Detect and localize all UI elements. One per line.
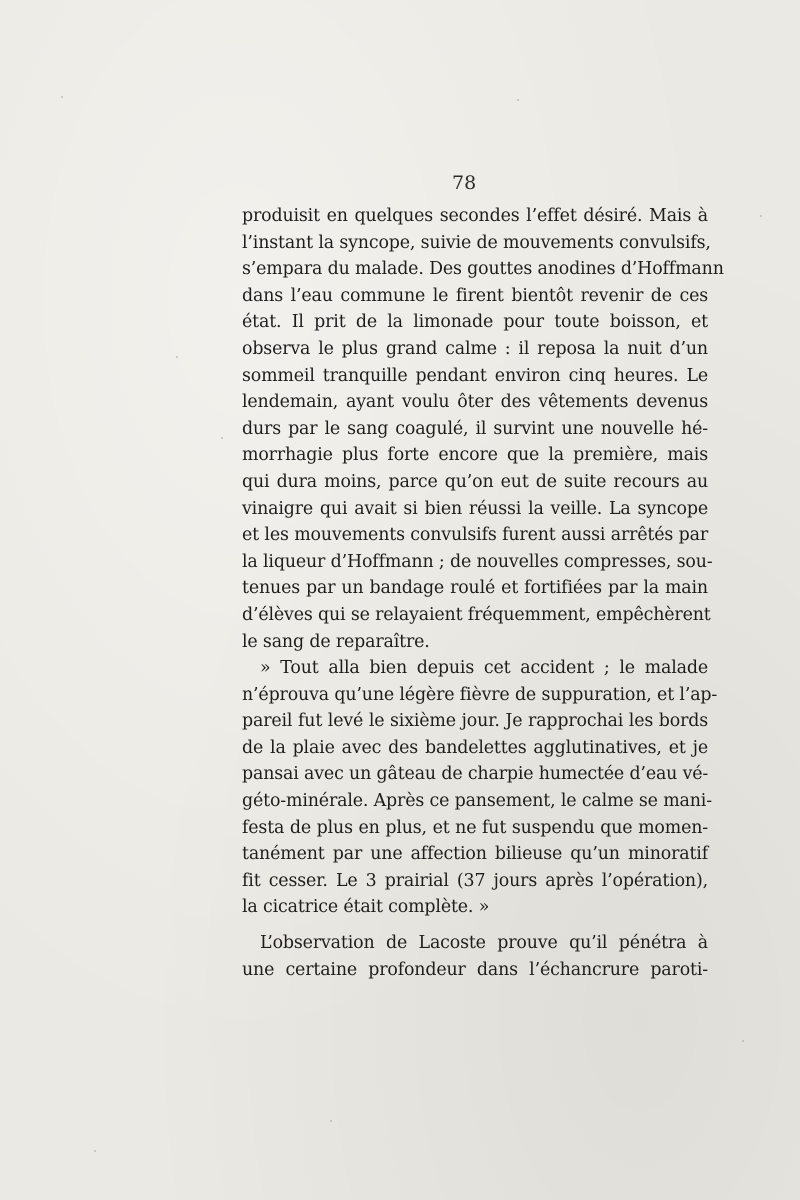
text-line: durs par le sang coagulé, il survint une nouvelle hé- xyxy=(242,418,708,439)
text-line: pansai avec un gâteau de charpie humectée d’eau vé- xyxy=(242,764,709,785)
paragraph xyxy=(242,203,724,655)
text-line: observa le plus grand calme : il reposa la nuit d’un xyxy=(242,338,708,359)
paper-speck xyxy=(94,1150,96,1152)
text-line: fit cesser. Le 3 prairial (37 jours après l’opération), xyxy=(242,870,708,891)
text-line: lendemain, ayant voulu ôter des vêtements devenus xyxy=(242,392,708,413)
text-line: pareil fut levé le sixième jour. Je rapprochai les bords xyxy=(242,711,708,732)
text-line: s’empara du malade. Des gouttes anodines d’Hoffmann xyxy=(242,259,724,280)
text-line: dans l’eau commune le firent bientôt revenir de ces xyxy=(242,285,708,306)
text-line: tanément par une affection bilieuse qu’un minoratif xyxy=(242,844,708,865)
paragraph xyxy=(242,655,718,921)
text-line: l’instant la syncope, suivie de mouvements convulsifs, xyxy=(242,232,711,253)
text-line: qui dura moins, parce qu’on eut de suite recours au xyxy=(242,471,708,492)
text-line: tenues par un bandage roulé et fortifiées par la main xyxy=(242,578,708,599)
text-line: le sang de reparaître. xyxy=(242,631,430,652)
text-line: une certaine profondeur dans l’échancrure paroti- xyxy=(242,959,708,980)
paper-speck xyxy=(760,215,762,217)
paper-speck xyxy=(221,437,223,439)
text-line: festa de plus en plus, et ne fut suspendu que momen- xyxy=(242,817,708,838)
text-line: morrhagie plus forte encore que la première, mais xyxy=(242,445,708,466)
text-line: » Tout alla bien depuis cet accident ; le malade xyxy=(260,658,708,679)
text-line: et les mouvements convulsifs furent aussi arrêtés par xyxy=(242,525,708,546)
text-line: L’observation de Lacoste prouve qu’il pénétra à xyxy=(260,933,708,954)
paragraph-spacer xyxy=(242,921,708,930)
text-line: état. Il prit de la limonade pour toute boisson, et xyxy=(242,312,708,333)
text-line: la liqueur d’Hoffmann ; de nouvelles compresses, sou- xyxy=(242,551,713,572)
text-line: de la plaie avec des bandelettes agglutinatives, et je xyxy=(242,737,708,758)
page-number: 78 xyxy=(452,172,477,194)
paper-speck xyxy=(330,1120,332,1122)
text-line: vinaigre qui avait si bien réussi la veille. La syncope xyxy=(242,498,708,519)
paper-speck xyxy=(176,356,178,358)
text-line: produisit en quelques secondes l’effet désiré. Mais à xyxy=(242,206,708,226)
paper-speck xyxy=(61,96,63,98)
text-line: géto-minérale. Après ce pansement, le calme se mani- xyxy=(242,791,712,812)
paragraph xyxy=(242,930,708,983)
text-line: d’élèves qui se relayaient fréquemment, empêchèrent xyxy=(242,604,711,625)
paper-speck xyxy=(742,1040,744,1042)
text-line: la cicatrice était complète. » xyxy=(242,897,490,918)
paper-speck xyxy=(517,99,519,101)
body-text xyxy=(242,203,724,983)
text-line: n’éprouva qu’une légère fièvre de suppuration, et l’ap- xyxy=(242,684,718,705)
text-line: sommeil tranquille pendant environ cinq heures. Le xyxy=(242,365,708,386)
